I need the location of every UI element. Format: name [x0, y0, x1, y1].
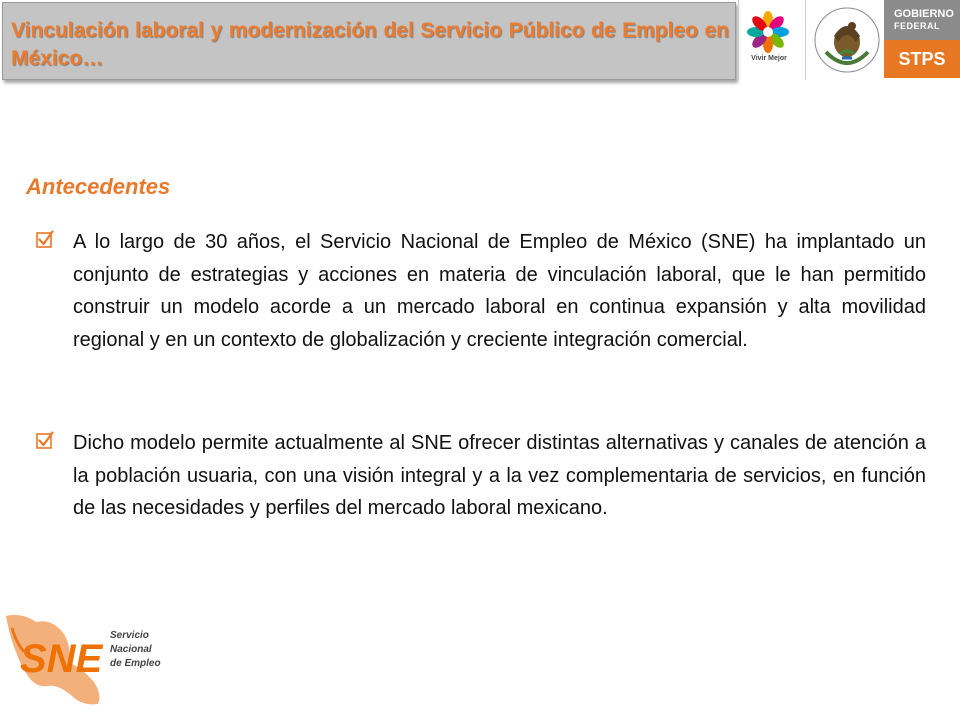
stps-label: STPS — [884, 40, 960, 78]
sne-line-1: Servicio — [110, 630, 149, 641]
sne-line-2: Nacional — [110, 644, 152, 655]
header-divider — [738, 0, 739, 80]
sne-acronym: SNE — [20, 637, 103, 681]
bullet-text: Dicho modelo permite actualmente al SNE ofrecer distintas alternativas y canales de atención a la población usuaria, con una visión integral y a la vez complementaria de servicios, en función de las necesidades y perfiles del mercado laboral mexicano. — [73, 432, 926, 519]
federal-line: FEDERAL — [894, 21, 940, 31]
header-divider-2 — [805, 0, 806, 80]
checkbox-checked-icon — [36, 431, 54, 449]
vivir-mejor-label: Vivir Mejor — [751, 55, 787, 62]
section-heading: Antecedentes — [26, 174, 171, 199]
bullet-text: A lo largo de 30 años, el Servicio Nacional de Empleo de México (SNE) ha implantado un conjunto de estrategias y acciones en materia de vinculación laboral, que le han permitido construir un modelo acorde a un mercado laboral en continua expansión y alta movilidad regional y en un contexto de globalización y creciente integración comercial. — [73, 231, 926, 351]
checkbox-checked-icon — [36, 230, 54, 248]
coat-of-arms-icon — [812, 2, 882, 78]
gobierno-line: GOBIERNO — [894, 8, 954, 20]
page-title: Vinculación laboral y modernización del Servicio Público de Empleo en México… — [11, 19, 729, 70]
gobierno-federal-logo — [884, 0, 960, 78]
gobierno-federal-block — [884, 0, 960, 40]
title-bar — [2, 2, 736, 80]
sne-line-3: de Empleo — [110, 658, 161, 669]
sne-logo — [2, 608, 162, 708]
